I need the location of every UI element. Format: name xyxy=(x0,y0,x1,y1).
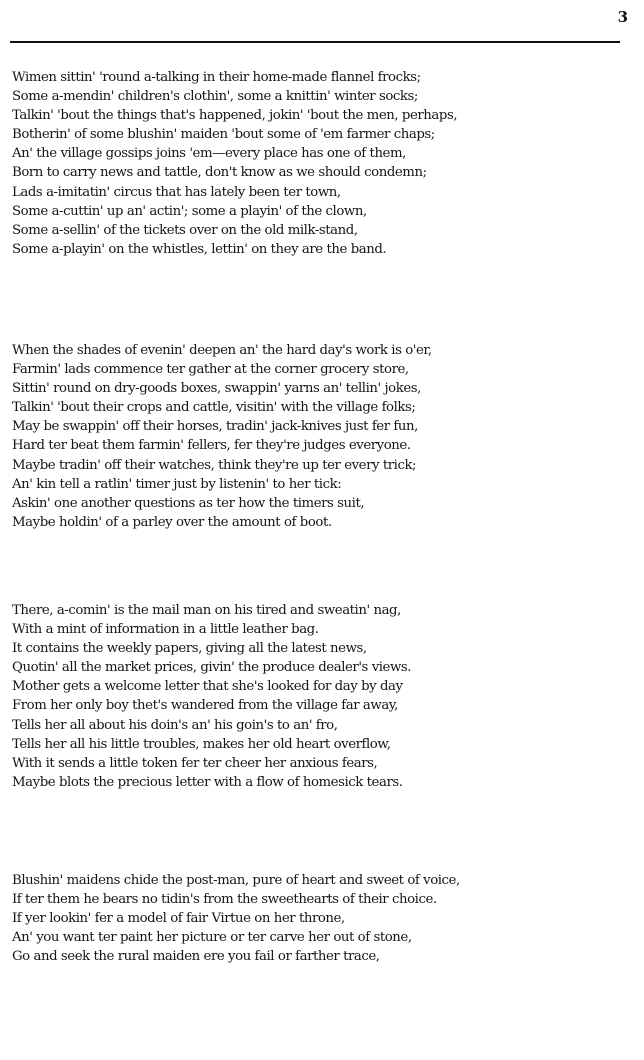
poem-line: Some a-sellin' of the tickets over on the old milk-stand, xyxy=(12,222,358,238)
page-number: 3 xyxy=(617,8,628,26)
stanza xyxy=(12,341,632,532)
poem-line: There, a-comin' is the mail man on his tired and sweatin' nag, xyxy=(12,603,401,618)
poem-line: Farmin' lads commence ter gather at the corner grocery store, xyxy=(12,362,409,378)
poem-line: Botherin' of some blushin' maiden 'bout some of 'em farmer chaps; xyxy=(12,127,435,143)
poem-line: From her only boy thet's wandered from the village far away, xyxy=(12,698,398,714)
poem-line: Some a-playin' on the whistles, lettin' on they are the band. xyxy=(12,241,387,257)
poem-line: Hard ter beat them farmin' fellers, fer they're judges everyone. xyxy=(12,438,411,454)
poem-line: Tells her all about his doin's an' his goin's to an' fro, xyxy=(12,717,338,733)
poem-line: When the shades of evenin' deepen an' the hard day's work is o'er, xyxy=(12,343,432,358)
poem-line: An' the village gossips joins 'em—every place has one of them, xyxy=(12,146,406,162)
poem-line: Wimen sittin' 'round a-talking in their home-made flannel frocks; xyxy=(12,70,421,85)
stanza xyxy=(12,871,632,966)
poem-line: Lads a-imitatin' circus that has lately been ter town, xyxy=(12,184,341,200)
stanza xyxy=(12,68,632,259)
poem-line: Quotin' all the market prices, givin' the produce dealer's views. xyxy=(12,660,412,676)
poem-line: Blushin' maidens chide the post-man, pure of heart and sweet of voice, xyxy=(12,873,460,888)
poem-line: If ter them he bears no tidin's from the sweethearts of their choice. xyxy=(12,892,437,908)
poem-line: Talkin' 'bout their crops and cattle, visitin' with the village folks; xyxy=(12,400,416,416)
poem-line: Maybe tradin' off their watches, think they're up ter every trick; xyxy=(12,457,417,473)
poem-line: May be swappin' off their horses, tradin' jack-knives just fer fun, xyxy=(12,419,418,435)
poem-line: With a mint of information in a little leather bag. xyxy=(12,622,319,638)
poem-line: Askin' one another questions as ter how the timers suit, xyxy=(12,495,365,511)
poem-line: Go and seek the rural maiden ere you fail or farther trace, xyxy=(12,949,380,965)
poem-line: Born to carry news and tattle, don't know as we should condemn; xyxy=(12,165,427,181)
poem-line: Some a-cuttin' up an' actin'; some a playin' of the clown, xyxy=(12,203,367,219)
poem-line: If yer lookin' fer a model of fair Virtue on her throne, xyxy=(12,911,345,927)
poem-line: An' kin tell a ratlin' timer just by listenin' to her tick: xyxy=(12,476,342,492)
poem-line: Sittin' round on dry-goods boxes, swappin' yarns an' tellin' jokes, xyxy=(12,381,421,397)
header-rule xyxy=(10,41,620,43)
poem-line: Mother gets a welcome letter that she's looked for day by day xyxy=(12,679,403,695)
poem-line: Maybe blots the precious letter with a flow of homesick tears. xyxy=(12,774,403,790)
poem-line: An' you want ter paint her picture or ter carve her out of stone, xyxy=(12,930,412,946)
poem-line: With it sends a little token fer ter cheer her anxious fears, xyxy=(12,755,378,771)
stanza xyxy=(12,601,632,792)
poem-line: Some a-mendin' children's clothin', some a knittin' winter socks; xyxy=(12,89,418,105)
poem-line: Talkin' 'bout the things that's happened, jokin' 'bout the men, perhaps, xyxy=(12,108,458,124)
poem-line: It contains the weekly papers, giving all the latest news, xyxy=(12,641,367,657)
poem-line: Tells her all his little troubles, makes her old heart overflow, xyxy=(12,736,391,752)
poem-line: Maybe holdin' of a parley over the amount of boot. xyxy=(12,514,332,530)
